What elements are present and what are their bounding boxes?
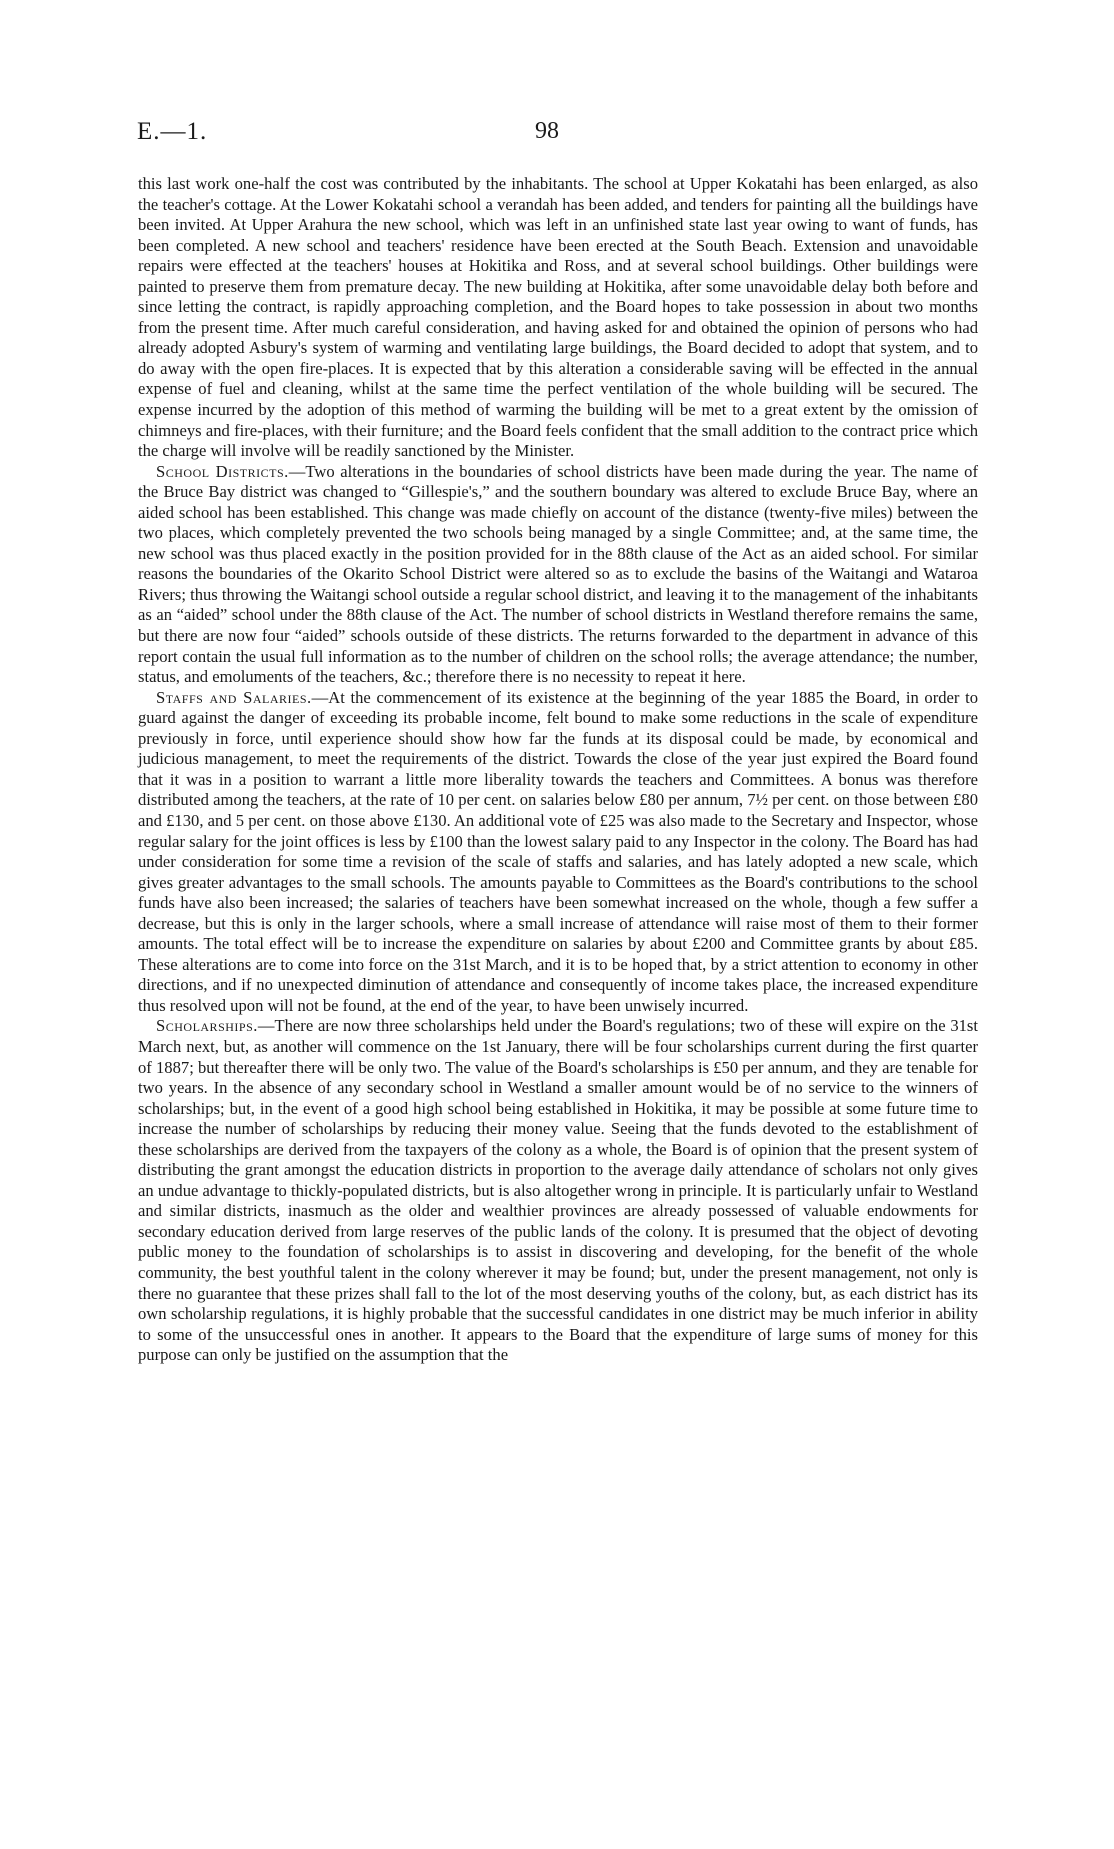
paragraph-buildings [138, 174, 978, 462]
paragraph-scholarships [138, 1016, 978, 1365]
paragraph-text: —At the commencement of its existence at the beginning of the year 1885 the Board, in order to guard against the danger of exceeding its probable income, felt bound to make some reductions in the scale of expenditure previously in force, until experience should show how far the funds at its disposal could be made, by economical and judicious management, to meet the requirements of the district. Towards the close of the year just expired the Board found that it was in a position to warrant a little more liberality towards the teachers and Committees. A bonus was therefore distributed among the teachers, at the rate of 10 per cent. on salaries below £80 per annum, 7½ per cent. on those between £80 and £130, and 5 per cent. on those above £130. An additional vote of £25 was also made to the Secretary and Inspector, whose regular salary for the joint offices is less by £100 than the lowest salary paid to any Inspector in the colony. The Board has had under consideration for some time a revision of the scale of staffs and salaries, and has lately adopted a new scale, which gives greater advantages to the small schools. The amounts payable to Committees as the Board's contributions to the school funds have also been increased; the salaries of teachers have been somewhat increased on the whole, though a few suffer a decrease, but this is only in the larger schools, where a small increase of attendance will raise most of them to their former amounts. The total effect will be to increase the expenditure on salaries by about £200 and Committee grants by about £85. These alterations are to come into force on the 31st March, and it is to be hoped that, by a strict attention to economy in other directions, and if no unexpected diminution of attendance and consequently of income takes place, the increased expenditure thus resolved upon will not be found, at the end of the year, to have been unwisely incurred. [138, 687, 979, 1015]
paragraph-text: —Two alterations in the boundaries of school districts have been made during the year. The name of the Bruce Bay district was changed to “Gillespie's,” and the southern boundary was altered to exclude Bruce Bay, where an aided school has been established. This change was made chiefly on account of the distance (twenty-five miles) between the two places, which completely prevented the two schools being managed by a single Committee; and, at the same time, the new school was thus placed exactly in the position provided for in the 88th clause of the Act as an aided school. For similar reasons the boundaries of the Okarito School District were altered so as to exclude the basins of the Waitangi and Wataroa Rivers; thus throwing the Waitangi school outside a regular school district, and leaving it to the management of the inhabitants as an “aided” school under the 88th clause of the Act. The number of school districts in Westland therefore remains the same, but there are now four “aided” schools outside of these districts. The returns forwarded to the department in advance of this report contain the usual full information as to the number of children on the school rolls; the average attendance; the number, status, and emoluments of the teachers, &c.; therefore there is no necessity to repeat it here. [138, 461, 978, 687]
paragraph-text: this last work one-half the cost was contributed by the inhabitants. The school at Upper Kokatahi has been enlarged, as also the teacher's cottage. At the Lower Kokatahi school a verandah has been added, and tenders for painting all the buildings have been invited. At Upper Arahura the new school, which was left in an unfinished state last year owing to want of funds, has been completed. A new school and teachers' residence have been erected at the South Beach. Extension and unavoidable repairs were effected at the teachers' houses at Hokitika and Ross, and at several school buildings. Other buildings were painted to preserve them from premature decay. The new building at Hokitika, after some unavoidable delay both before and since letting the contract, is rapidly approaching completion, and the Board hopes to take possession in about two months from the present time. After much careful consideration, and having asked for and obtained the opinion of persons who had already adopted Asbury's system of warming and ventilating large buildings, the Board decided to adopt that system, and to do away with the open fire-places. It is expected that by this alteration a considerable saving will be effected in the annual expense of fuel and cleaning, whilst at the same time the perfect ventilation of the whole building will be secured. The expense incurred by the adoption of this method of warming the building will be met to a great extent by the omission of chimneys and fire-places, with their furniture; and the Board feels confident that the small addition to the contract price which the charge will involve will be readily sanctioned by the Minister. [138, 174, 978, 461]
paragraph-school-districts [138, 462, 978, 688]
paragraph-staffs-and-salaries [138, 688, 978, 1017]
section-heading-scholarships: Scholarships. [156, 1016, 258, 1036]
document-reference: E.—1. [137, 118, 208, 145]
page-header [137, 118, 977, 154]
section-heading-staffs-and-salaries: Staffs and Salaries. [156, 687, 312, 707]
paragraph-text: —There are now three scholarships held under the Board's regulations; two of these will expire on the 31st March next, but, as another will commence on the 1st January, there will be four scholarships current during the first quarter of 1887; but thereafter there will be only two. The value of the Board's scholarships is £50 per annum, and they are tenable for two years. In the absence of any secondary school in Westland a smaller amount would be of no service to the winners of scholarships; but, in the event of a good high school being established in Hokitika, it may be possible at some future time to increase the number of scholarships by reducing their money value. Seeing that the funds devoted to the establishment of these scholarships are derived from the taxpayers of the colony as a whole, the Board is of opinion that the present system of distributing the grant amongst the education districts in proportion to the average daily attendance of scholars not only gives an undue advantage to thickly-populated districts, but is also altogether wrong in principle. It is particularly unfair to Westland and similar districts, inasmuch as the older and wealthier provinces are already possessed of valuable endowments for secondary education derived from large reserves of the public lands of the colony. It is presumed that the object of devoting public money to the foundation of scholarships is to assist in discovering and developing, for the benefit of the whole community, the best youthful talent in the colony wherever it may be found; but, under the present management, not only is there no guarantee that these prizes shall fall to the lot of the most deserving youths of the colony, but, as each district has its own scholarship regulations, it is highly probable that the successful candidates in one district may be much inferior in ability to some of the unsuccessful ones in another. It appears to the Board that the expenditure of large sums of money for this purpose can only be justified on the assumption that the [138, 1016, 978, 1365]
page-number: 98 [535, 118, 559, 144]
section-heading-school-districts: School Districts. [156, 461, 289, 481]
body-text [138, 174, 978, 1366]
